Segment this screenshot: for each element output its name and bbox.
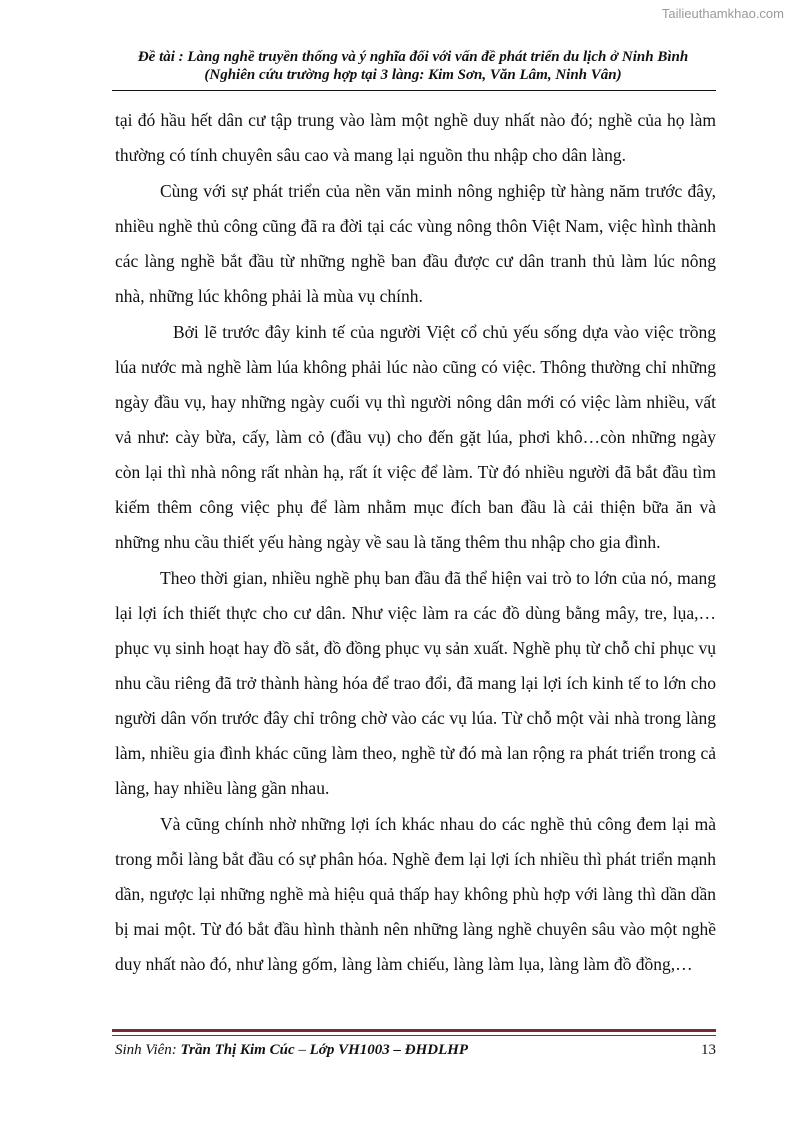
footer-class-info: Lớp VH1003 – ĐHDLHP <box>309 1042 469 1058</box>
watermark-text: Tailieuthamkhao.com <box>661 6 784 21</box>
paragraph: Cùng với sự phát triển của nền văn minh nông nghiệp từ hàng năm trước đây, nhiều nghề thủ công cũng đã ra đời tại các vùng nông thôn Việt Nam, việc hình thành các làng nghề bắt đầu từ những nghề ban đầu được cư dân tranh thủ làm lúc nông nhà, những lúc không phải là mùa vụ chính. <box>115 181 716 306</box>
page-footer <box>115 1040 716 1060</box>
footer-student-name: Trần Thị Kim Cúc <box>180 1042 295 1058</box>
page-number: 13 <box>701 1042 716 1058</box>
paragraph: Và cũng chính nhờ những lợi ích khác nhau do các nghề thủ công đem lại mà trong mỗi làng bắt đầu có sự phân hóa. Nghề đem lại lợi ích nhiều thì phát triển mạnh dần, ngược lại những nghề mà hiệu quả thấp hay không phù hợp với làng thì dần dần bị mai một. Từ đó bắt đầu hình thành nên những làng nghề chuyên sâu vào một nghề duy nhất nào đó, như làng gốm, làng làm chiếu, làng làm lụa, làng làm đồ đồng,… <box>115 814 716 974</box>
paragraph: Theo thời gian, nhiều nghề phụ ban đầu đã thể hiện vai trò to lớn của nó, mang lại lợi ích thiết thực cho cư dân. Như việc làm ra các đồ dùng bằng mây, tre, lụa,…phục vụ sinh hoạt hay đồ sắt, đồ đồng phục vụ sản xuất. Nghề phụ từ chỗ chỉ phục vụ nhu cầu riêng đã trở thành hàng hóa để trao đổi, đã mang lại lợi ích kinh tế to lớn cho người dân vốn trước đây chỉ trông chờ vào các vụ lúa. Từ chỗ một vài nhà trong làng làm, nhiều gia đình khác cũng làm theo, nghề từ đó mà lan rộng ra phát triển trong cả làng, hay nhiều làng gần nhau. <box>115 568 716 798</box>
paragraph: Bởi lẽ trước đây kinh tế của người Việt cổ chủ yếu sống dựa vào việc trồng lúa nước mà nghề làm lúa không phải lúc nào cũng có việc. Thông thường chỉ những ngày đầu vụ, hay những ngày cuối vụ thì người nông dân mới có việc làm nhiều, vất vả như: cày bừa, cấy, làm cỏ (đầu vụ) cho đến gặt lúa, phơi khô…còn những ngày còn lại thì nhà nông rất nhàn hạ, rất ít việc để làm. Từ đó nhiều người đã bắt đầu tìm kiếm thêm công việc phụ để làm nhằm mục đích ban đầu là cải thiện bữa ăn và những nhu cầu thiết yếu hàng ngày về sau là tăng thêm thu nhập cho gia đình. <box>115 322 716 552</box>
page-body <box>115 103 716 983</box>
header-title: Đề tài : Làng nghề truyền thống và ý nghĩa đối với vấn đề phát triển du lịch ở Ninh Bình <box>137 49 689 65</box>
header-subtitle: (Nghiên cứu trường hợp tại 3 làng: Kim Sơn, Văn Lâm, Ninh Vân) <box>204 67 622 83</box>
header-divider <box>112 90 716 91</box>
document-header <box>112 48 714 84</box>
footer-prefix: Sinh Viên: <box>115 1042 181 1058</box>
footer-separator: – <box>294 1042 310 1058</box>
footer-divider-thick <box>112 1029 716 1032</box>
footer-divider-thin <box>112 1035 716 1036</box>
paragraph: tại đó hầu hết dân cư tập trung vào làm một nghề duy nhất nào đó; nghề của họ làm thường có tính chuyên sâu cao và mang lại nguồn thu nhập cho dân làng. <box>115 110 716 165</box>
